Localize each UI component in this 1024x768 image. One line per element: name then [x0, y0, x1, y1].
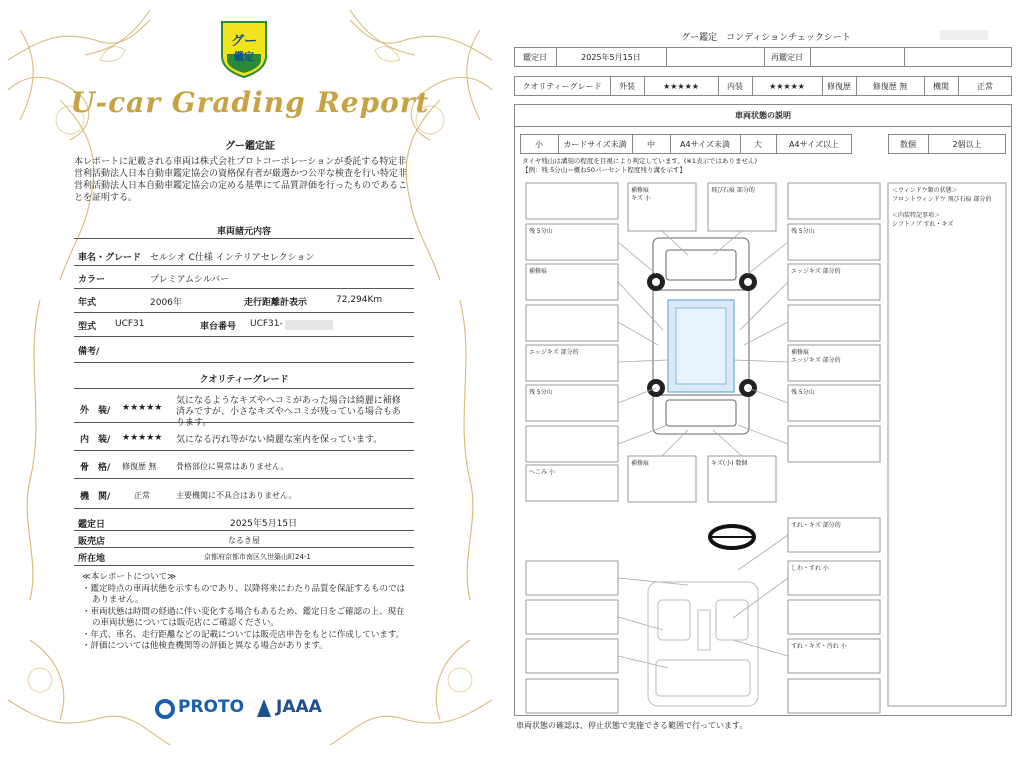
- size-medium-label: 中: [632, 134, 671, 154]
- sheet-title: グー鑑定 コンディションチェックシート: [681, 33, 851, 43]
- note-interior-1: すれ・キズ 部分的: [791, 522, 841, 529]
- size-large-value: A4サイズ以上: [789, 139, 839, 149]
- steering-wheel-icon: [710, 526, 754, 548]
- note-item: ・評価については他検査機関等の評価と異なる場合があります。: [82, 641, 328, 651]
- quality-interior-label: 内 装/: [80, 435, 111, 445]
- divider: [74, 288, 414, 289]
- note-right-6: 残 5分山: [791, 389, 815, 396]
- quality-interior-grade: ★★★★★: [122, 433, 163, 443]
- note-top-2: 飛び石痕 部分的: [711, 187, 755, 194]
- date-label: 鑑定日: [514, 47, 557, 67]
- report-subtitle: グー鑑定証: [225, 141, 275, 152]
- panel-windows-note: フロントウィンドウ 飛び石痕 部分的: [892, 196, 992, 203]
- car-interior-icon: [648, 582, 758, 706]
- divider: [74, 547, 414, 548]
- divider: [74, 336, 414, 337]
- year-label: 年式: [78, 298, 97, 308]
- quality-exterior-label: 外 装/: [80, 406, 111, 416]
- color-value: プレミアムシルバー: [150, 275, 230, 285]
- dealer-value: なるき屋: [228, 536, 260, 545]
- color-label: カラー: [78, 275, 106, 285]
- chassis-value: UCF31-: [250, 319, 283, 329]
- note-left-5: エッジキズ 部分的: [529, 349, 579, 356]
- inspection-date-label: 鑑定日: [78, 520, 106, 530]
- quality-engine-desc: 主要機関に不具合はありません。: [176, 491, 297, 500]
- vehicle-section-title: 車両諸元内容: [216, 227, 271, 237]
- grade-label: クオリティーグレード: [514, 76, 611, 96]
- tire-example: 【例：残 5分山＝概ね50パーセント程度残り溝を示す】: [522, 166, 686, 174]
- chassis-label: 車台番号: [200, 322, 237, 332]
- engine-value: 正常: [977, 81, 993, 91]
- redacted-block: [285, 320, 333, 330]
- quality-engine-grade: 正常: [134, 491, 150, 500]
- quality-interior-desc: 気になる汚れ等がない綺麗な室内を保っています。: [176, 435, 383, 445]
- notes-title: ≪本レポートについて≫: [82, 572, 177, 582]
- reinspection-label: 再鑑定日: [764, 47, 811, 67]
- car-top-view-icon: [653, 238, 749, 434]
- repair-value: 修復歴 無: [856, 76, 925, 96]
- count-value: 2個以上: [952, 139, 982, 149]
- note-left-2: 残 5分山: [529, 228, 553, 235]
- mileage-label: 走行距離計表示: [244, 298, 308, 308]
- exterior-label: 外装: [610, 76, 645, 96]
- date-value: 2025年5月15日: [556, 47, 667, 67]
- size-medium-value: A4サイズ未満: [670, 134, 741, 154]
- note-left-3: 補修痕: [529, 268, 548, 275]
- size-small-value: カードサイズ未満: [558, 134, 633, 154]
- proto-logo-text: PROTO: [178, 697, 245, 717]
- quality-exterior-grade: ★★★★★: [122, 403, 163, 413]
- divider: [74, 265, 414, 266]
- note-top-1: 補修痕 キズ 小: [631, 187, 651, 202]
- note-right-5: 補修痕 エッジキズ 部分的: [791, 349, 841, 364]
- panel-heading-windows: ＜ウィンドウ類の状態＞: [892, 187, 958, 194]
- quality-exterior-desc: 気になるようなキズやヘコミがあった場合は綺麗に補修済みですが、小さなキズやヘコミが残っている場合もあります。: [176, 396, 401, 428]
- report-title: U-car Grading Report: [70, 86, 430, 119]
- condition-check-sheet: [508, 0, 1024, 768]
- address-value: 京都府京都市南区久世築山町24-1: [204, 553, 311, 561]
- note-interior-5: すれ・キズ・汚れ 小: [791, 643, 847, 650]
- jaaa-mark-icon: [255, 697, 273, 719]
- note-item: ・年式、車名、走行距離などの記載については販売店申告をもとに作成しています。: [82, 629, 405, 640]
- inspection-date-value: 2025年5月15日: [230, 519, 298, 529]
- interior-value: ★★★★★: [752, 76, 823, 96]
- quality-frame-grade: 修復歴 無: [122, 462, 157, 471]
- note-bottom-2: キズ(小) 数個: [711, 460, 748, 467]
- logo-line1: グー: [230, 34, 257, 49]
- note-bottom-1: 補修痕: [631, 460, 650, 467]
- exterior-value: ★★★★★: [644, 76, 719, 96]
- model-label: 型式: [78, 322, 97, 332]
- quality-section-title: クオリティーグレード: [199, 375, 289, 385]
- panel-interior-note: シフトノブ すれ・キズ: [892, 221, 954, 228]
- remarks-label: 備考/: [78, 347, 100, 357]
- size-small-label: 小: [520, 134, 559, 154]
- goo-kantei-logo: [219, 20, 269, 78]
- divider: [74, 422, 414, 423]
- vehicle-name-label: 車名・グレード: [78, 253, 142, 263]
- note-item: ・鑑定時点の車両状態を示すものであり、以降将来にわたり品質を保証するものではありません。: [82, 583, 406, 605]
- repair-label: 修復歴: [822, 76, 857, 96]
- tire-note: タイヤ残山は溝刻の程度を目視により判定しています。(※1表示ではありません): [522, 157, 758, 165]
- divider: [74, 565, 414, 566]
- note-interior-3: しわ・すれ 小: [791, 565, 829, 572]
- engine-label: 機関: [924, 76, 959, 96]
- note-right-2: 残 5分山: [791, 228, 815, 235]
- intro-text: 本レポートに記載される車両は株式会社プロトコーポレーションが委託する特定非営利活動法人日本自動車鑑定協会の資格保有者が厳選かつ公平な検査を行い特定非営利活動法人日本自動車鑑定協会の定める基準にて品質評価を行ったものであることを証明する。: [74, 157, 408, 203]
- divider: [74, 362, 414, 363]
- quality-frame-desc: 骨格部位に異常はありません。: [176, 462, 289, 471]
- interior-label: 内装: [718, 76, 753, 96]
- divider: [74, 478, 414, 479]
- vehicle-name-value: セルシオ C仕様 インテリアセレクション: [150, 253, 315, 263]
- section-title: 車両状態の説明: [514, 104, 1012, 127]
- dealer-label: 販売店: [78, 537, 106, 547]
- divider: [74, 530, 414, 531]
- note-right-3: エッジキズ 部分的: [791, 268, 841, 275]
- notes-block: [82, 572, 412, 653]
- note-left-6: 残 5分山: [529, 389, 553, 396]
- panel-heading-interior: ＜内装特記事項＞: [892, 212, 941, 219]
- divider: [74, 312, 414, 313]
- address-label: 所在地: [78, 554, 106, 564]
- quality-engine-label: 機 関/: [80, 492, 111, 502]
- jaaa-logo-text: JAAA: [276, 697, 322, 717]
- year-value: 2006年: [150, 298, 182, 308]
- quality-frame-label: 骨 格/: [80, 463, 111, 473]
- model-value: UCF31: [115, 319, 145, 329]
- count-label: 数個: [888, 134, 929, 154]
- size-large-label: 大: [740, 134, 777, 154]
- note-left-8: へこみ 小: [529, 469, 555, 476]
- mileage-value: 72,294Km: [336, 295, 383, 305]
- note-item: ・車両状態は時間の経過に伴い変化する場合もあるため、鑑定日をご確認の上、現在の車両状態については販売店にご確認ください。: [82, 606, 405, 628]
- divider: [74, 450, 414, 451]
- divider: [74, 508, 414, 509]
- proto-mark-icon: [154, 699, 176, 719]
- divider: [74, 238, 414, 239]
- sheet-footer: 車両状態の確認は、停止状態で実施できる範囲で行っています。: [516, 721, 748, 730]
- grading-report-page: [0, 0, 500, 768]
- vehicle-diagram: [508, 0, 1024, 768]
- divider: [74, 388, 414, 389]
- logo-line2: 鑑定: [234, 52, 254, 63]
